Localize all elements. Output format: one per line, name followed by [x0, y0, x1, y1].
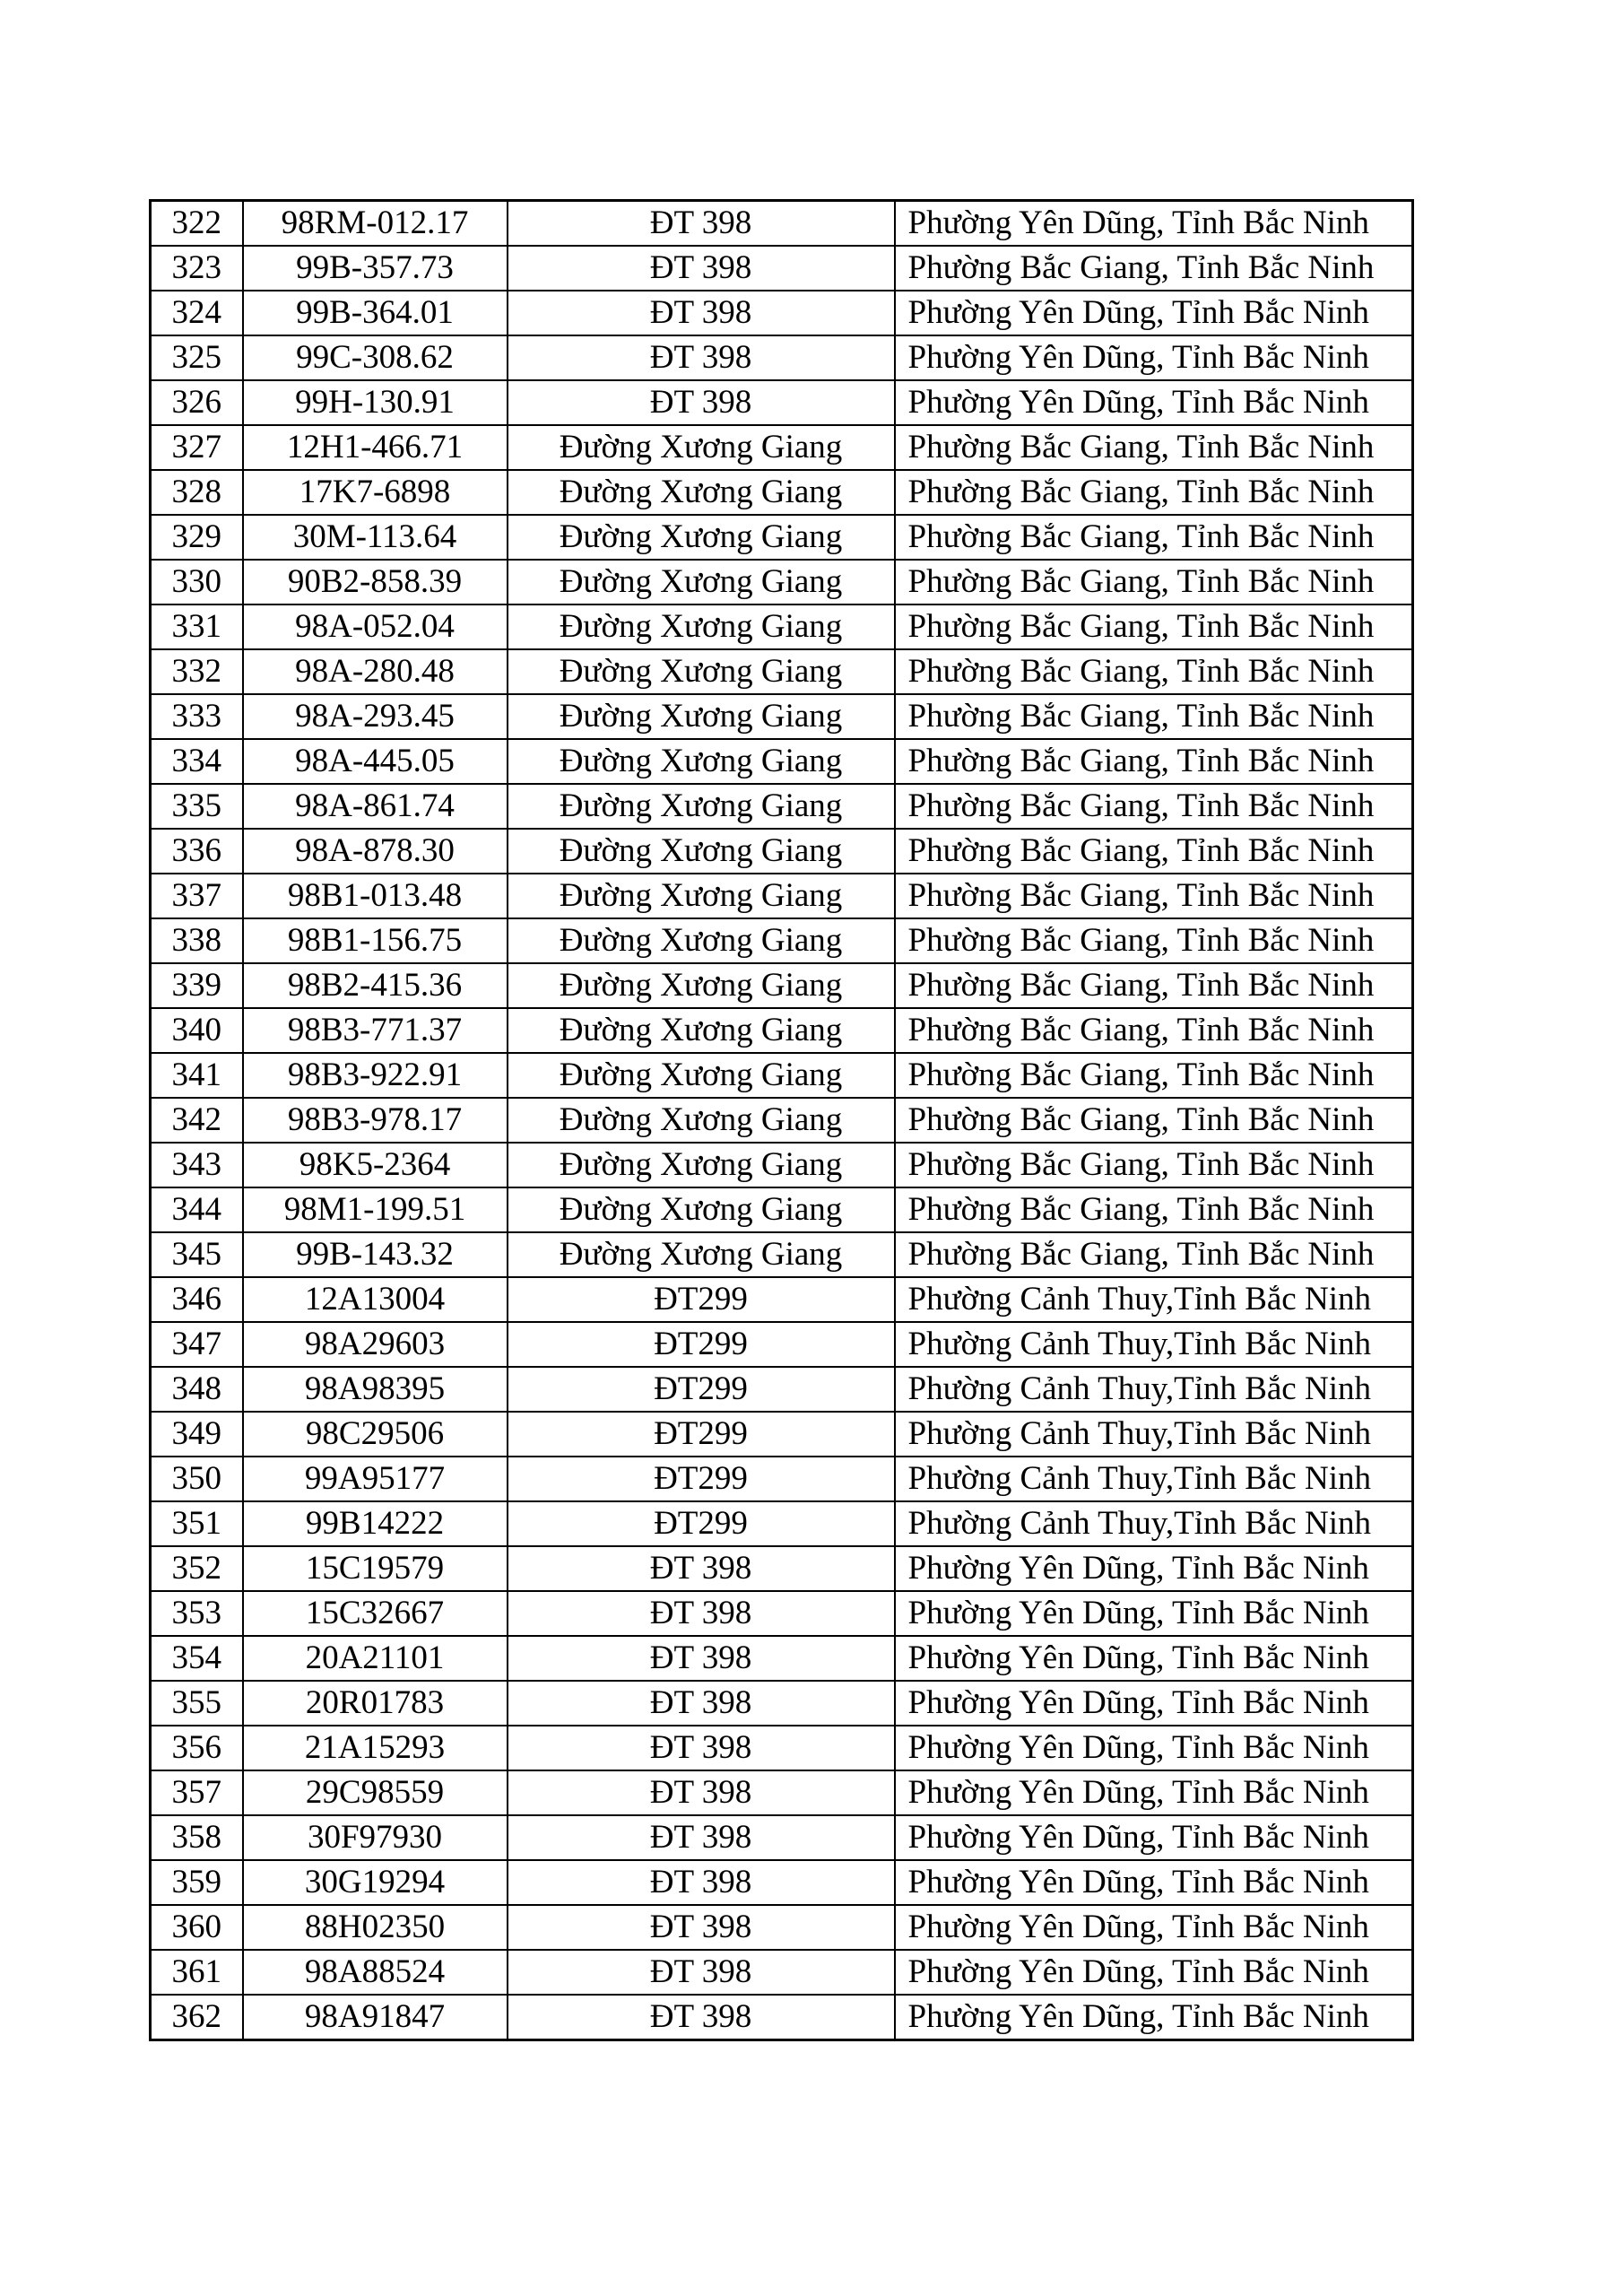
table-row: [151, 1860, 1413, 1905]
row-number-cell: 326: [151, 380, 243, 425]
license-plate-cell: 98A-445.05: [243, 739, 508, 784]
road-cell: ĐT 398: [508, 1591, 895, 1636]
row-number-cell: 359: [151, 1860, 243, 1905]
road-cell: Đường Xương Giang: [508, 874, 895, 918]
row-number-cell: 343: [151, 1143, 243, 1187]
row-number-cell: 328: [151, 470, 243, 515]
row-number-cell: 355: [151, 1681, 243, 1726]
road-cell: Đường Xương Giang: [508, 1008, 895, 1053]
row-number-cell: 335: [151, 784, 243, 829]
table-row: [151, 1501, 1413, 1546]
row-number-cell: 336: [151, 829, 243, 874]
table-row: [151, 784, 1413, 829]
road-cell: Đường Xương Giang: [508, 425, 895, 470]
license-plate-cell: 99B-357.73: [243, 246, 508, 291]
license-plate-cell: 98A98395: [243, 1367, 508, 1412]
row-number-cell: 341: [151, 1053, 243, 1098]
road-cell: ĐT 398: [508, 1950, 895, 1995]
table-row: [151, 1770, 1413, 1815]
road-cell: Đường Xương Giang: [508, 1053, 895, 1098]
table-row: [151, 1995, 1413, 2040]
road-cell: Đường Xương Giang: [508, 1187, 895, 1232]
table-row: [151, 1546, 1413, 1591]
table-row: [151, 874, 1413, 918]
row-number-cell: 346: [151, 1277, 243, 1322]
row-number-cell: 338: [151, 918, 243, 963]
ward-province-cell: Phường Yên Dũng, Tỉnh Bắc Ninh: [895, 1546, 1413, 1591]
license-plate-cell: 20A21101: [243, 1636, 508, 1681]
ward-province-cell: Phường Yên Dũng, Tỉnh Bắc Ninh: [895, 201, 1413, 247]
license-plate-cell: 12A13004: [243, 1277, 508, 1322]
license-plate-cell: 15C32667: [243, 1591, 508, 1636]
road-cell: ĐT 398: [508, 1546, 895, 1591]
road-cell: ĐT 398: [508, 246, 895, 291]
table-row: [151, 963, 1413, 1008]
license-plate-cell: 90B2-858.39: [243, 560, 508, 604]
road-cell: ĐT 398: [508, 1636, 895, 1681]
table-row: [151, 1008, 1413, 1053]
row-number-cell: 345: [151, 1232, 243, 1277]
license-plate-cell: 98B3-771.37: [243, 1008, 508, 1053]
table-row: [151, 1277, 1413, 1322]
row-number-cell: 348: [151, 1367, 243, 1412]
license-plate-cell: 98C29506: [243, 1412, 508, 1457]
ward-province-cell: Phường Yên Dũng, Tỉnh Bắc Ninh: [895, 1591, 1413, 1636]
row-number-cell: 332: [151, 649, 243, 694]
road-cell: Đường Xương Giang: [508, 1143, 895, 1187]
row-number-cell: 329: [151, 515, 243, 560]
ward-province-cell: Phường Yên Dũng, Tỉnh Bắc Ninh: [895, 335, 1413, 380]
table-row: [151, 1187, 1413, 1232]
row-number-cell: 350: [151, 1457, 243, 1501]
row-number-cell: 356: [151, 1726, 243, 1770]
road-cell: Đường Xương Giang: [508, 963, 895, 1008]
row-number-cell: 354: [151, 1636, 243, 1681]
table-row: [151, 1143, 1413, 1187]
license-plate-cell: 99B14222: [243, 1501, 508, 1546]
table-row: [151, 1412, 1413, 1457]
table-row: [151, 1681, 1413, 1726]
table-row: [151, 201, 1413, 247]
license-plate-cell: 30F97930: [243, 1815, 508, 1860]
table-row: [151, 1232, 1413, 1277]
ward-province-cell: Phường Bắc Giang, Tỉnh Bắc Ninh: [895, 874, 1413, 918]
license-plate-cell: 30G19294: [243, 1860, 508, 1905]
row-number-cell: 324: [151, 291, 243, 335]
road-cell: ĐT 398: [508, 1770, 895, 1815]
license-plate-cell: 98B3-922.91: [243, 1053, 508, 1098]
road-cell: Đường Xương Giang: [508, 470, 895, 515]
document-page: [149, 199, 1414, 2041]
license-plate-cell: 15C19579: [243, 1546, 508, 1591]
row-number-cell: 330: [151, 560, 243, 604]
road-cell: Đường Xương Giang: [508, 515, 895, 560]
table-row: [151, 1053, 1413, 1098]
ward-province-cell: Phường Bắc Giang, Tỉnh Bắc Ninh: [895, 604, 1413, 649]
ward-province-cell: Phường Cảnh Thuy,Tỉnh Bắc Ninh: [895, 1501, 1413, 1546]
license-plate-cell: 98A88524: [243, 1950, 508, 1995]
ward-province-cell: Phường Bắc Giang, Tỉnh Bắc Ninh: [895, 918, 1413, 963]
ward-province-cell: Phường Bắc Giang, Tỉnh Bắc Ninh: [895, 1008, 1413, 1053]
license-plate-cell: 99C-308.62: [243, 335, 508, 380]
ward-province-cell: Phường Bắc Giang, Tỉnh Bắc Ninh: [895, 560, 1413, 604]
license-plate-cell: 98A29603: [243, 1322, 508, 1367]
license-plate-cell: 30M-113.64: [243, 515, 508, 560]
table-row: [151, 739, 1413, 784]
license-plate-cell: 98B1-013.48: [243, 874, 508, 918]
row-number-cell: 344: [151, 1187, 243, 1232]
row-number-cell: 361: [151, 1950, 243, 1995]
road-cell: ĐT299: [508, 1322, 895, 1367]
license-plate-cell: 88H02350: [243, 1905, 508, 1950]
row-number-cell: 334: [151, 739, 243, 784]
ward-province-cell: Phường Bắc Giang, Tỉnh Bắc Ninh: [895, 515, 1413, 560]
table-row: [151, 1457, 1413, 1501]
ward-province-cell: Phường Yên Dũng, Tỉnh Bắc Ninh: [895, 1636, 1413, 1681]
ward-province-cell: Phường Yên Dũng, Tỉnh Bắc Ninh: [895, 1905, 1413, 1950]
row-number-cell: 327: [151, 425, 243, 470]
table-row: [151, 1098, 1413, 1143]
license-plate-cell: 21A15293: [243, 1726, 508, 1770]
license-plate-cell: 98RM-012.17: [243, 201, 508, 247]
table-row: [151, 1815, 1413, 1860]
road-cell: ĐT 398: [508, 1815, 895, 1860]
row-number-cell: 347: [151, 1322, 243, 1367]
table-row: [151, 1726, 1413, 1770]
ward-province-cell: Phường Cảnh Thuy,Tỉnh Bắc Ninh: [895, 1277, 1413, 1322]
table-body: [151, 201, 1413, 2040]
ward-province-cell: Phường Cảnh Thuy,Tỉnh Bắc Ninh: [895, 1412, 1413, 1457]
license-plate-cell: 99B-364.01: [243, 291, 508, 335]
table-row: [151, 515, 1413, 560]
ward-province-cell: Phường Yên Dũng, Tỉnh Bắc Ninh: [895, 1726, 1413, 1770]
row-number-cell: 322: [151, 201, 243, 247]
table-row: [151, 380, 1413, 425]
license-plate-cell: 99A95177: [243, 1457, 508, 1501]
row-number-cell: 362: [151, 1995, 243, 2040]
license-plate-cell: 98K5-2364: [243, 1143, 508, 1187]
ward-province-cell: Phường Bắc Giang, Tỉnh Bắc Ninh: [895, 1098, 1413, 1143]
ward-province-cell: Phường Bắc Giang, Tỉnh Bắc Ninh: [895, 784, 1413, 829]
road-cell: ĐT 398: [508, 201, 895, 247]
road-cell: ĐT 398: [508, 1860, 895, 1905]
road-cell: ĐT299: [508, 1277, 895, 1322]
row-number-cell: 340: [151, 1008, 243, 1053]
road-cell: ĐT299: [508, 1367, 895, 1412]
table-row: [151, 604, 1413, 649]
row-number-cell: 323: [151, 246, 243, 291]
row-number-cell: 357: [151, 1770, 243, 1815]
ward-province-cell: Phường Cảnh Thuy,Tỉnh Bắc Ninh: [895, 1322, 1413, 1367]
license-plate-cell: 98A-293.45: [243, 694, 508, 739]
table-row: [151, 246, 1413, 291]
road-cell: Đường Xương Giang: [508, 604, 895, 649]
license-plate-cell: 99H-130.91: [243, 380, 508, 425]
road-cell: ĐT 398: [508, 1726, 895, 1770]
ward-province-cell: Phường Bắc Giang, Tỉnh Bắc Ninh: [895, 1143, 1413, 1187]
row-number-cell: 351: [151, 1501, 243, 1546]
ward-province-cell: Phường Bắc Giang, Tỉnh Bắc Ninh: [895, 1053, 1413, 1098]
row-number-cell: 342: [151, 1098, 243, 1143]
road-cell: Đường Xương Giang: [508, 560, 895, 604]
table-row: [151, 560, 1413, 604]
ward-province-cell: Phường Yên Dũng, Tỉnh Bắc Ninh: [895, 1950, 1413, 1995]
table-row: [151, 1905, 1413, 1950]
license-plate-cell: 98A-878.30: [243, 829, 508, 874]
table-row: [151, 425, 1413, 470]
ward-province-cell: Phường Yên Dũng, Tỉnh Bắc Ninh: [895, 1681, 1413, 1726]
road-cell: ĐT 398: [508, 1905, 895, 1950]
ward-province-cell: Phường Bắc Giang, Tỉnh Bắc Ninh: [895, 1232, 1413, 1277]
table-row: [151, 291, 1413, 335]
license-plate-cell: 98B3-978.17: [243, 1098, 508, 1143]
license-plate-cell: 98M1-199.51: [243, 1187, 508, 1232]
license-plate-cell: 98A91847: [243, 1995, 508, 2040]
ward-province-cell: Phường Yên Dũng, Tỉnh Bắc Ninh: [895, 291, 1413, 335]
row-number-cell: 337: [151, 874, 243, 918]
table-row: [151, 918, 1413, 963]
table-row: [151, 1367, 1413, 1412]
ward-province-cell: Phường Bắc Giang, Tỉnh Bắc Ninh: [895, 829, 1413, 874]
row-number-cell: 339: [151, 963, 243, 1008]
ward-province-cell: Phường Bắc Giang, Tỉnh Bắc Ninh: [895, 1187, 1413, 1232]
road-cell: ĐT299: [508, 1457, 895, 1501]
row-number-cell: 331: [151, 604, 243, 649]
license-plate-cell: 98B1-156.75: [243, 918, 508, 963]
license-plate-cell: 99B-143.32: [243, 1232, 508, 1277]
road-cell: ĐT 398: [508, 291, 895, 335]
ward-province-cell: Phường Yên Dũng, Tỉnh Bắc Ninh: [895, 1815, 1413, 1860]
road-cell: ĐT 398: [508, 380, 895, 425]
ward-province-cell: Phường Bắc Giang, Tỉnh Bắc Ninh: [895, 649, 1413, 694]
license-plate-cell: 98A-280.48: [243, 649, 508, 694]
row-number-cell: 360: [151, 1905, 243, 1950]
ward-province-cell: Phường Cảnh Thuy,Tỉnh Bắc Ninh: [895, 1367, 1413, 1412]
violation-table: [149, 199, 1414, 2041]
table-row: [151, 829, 1413, 874]
table-row: [151, 694, 1413, 739]
road-cell: Đường Xương Giang: [508, 739, 895, 784]
row-number-cell: 352: [151, 1546, 243, 1591]
road-cell: Đường Xương Giang: [508, 694, 895, 739]
license-plate-cell: 98B2-415.36: [243, 963, 508, 1008]
road-cell: Đường Xương Giang: [508, 918, 895, 963]
row-number-cell: 358: [151, 1815, 243, 1860]
road-cell: ĐT 398: [508, 1681, 895, 1726]
table-row: [151, 470, 1413, 515]
ward-province-cell: Phường Bắc Giang, Tỉnh Bắc Ninh: [895, 694, 1413, 739]
road-cell: Đường Xương Giang: [508, 1232, 895, 1277]
road-cell: Đường Xương Giang: [508, 1098, 895, 1143]
ward-province-cell: Phường Yên Dũng, Tỉnh Bắc Ninh: [895, 1860, 1413, 1905]
table-row: [151, 1950, 1413, 1995]
table-row: [151, 335, 1413, 380]
road-cell: ĐT 398: [508, 335, 895, 380]
ward-province-cell: Phường Bắc Giang, Tỉnh Bắc Ninh: [895, 246, 1413, 291]
road-cell: Đường Xương Giang: [508, 784, 895, 829]
row-number-cell: 349: [151, 1412, 243, 1457]
ward-province-cell: Phường Yên Dũng, Tỉnh Bắc Ninh: [895, 1770, 1413, 1815]
table-row: [151, 1591, 1413, 1636]
road-cell: ĐT299: [508, 1412, 895, 1457]
table-row: [151, 649, 1413, 694]
ward-province-cell: Phường Bắc Giang, Tỉnh Bắc Ninh: [895, 963, 1413, 1008]
ward-province-cell: Phường Bắc Giang, Tỉnh Bắc Ninh: [895, 739, 1413, 784]
license-plate-cell: 98A-052.04: [243, 604, 508, 649]
row-number-cell: 353: [151, 1591, 243, 1636]
ward-province-cell: Phường Yên Dũng, Tỉnh Bắc Ninh: [895, 380, 1413, 425]
table-row: [151, 1322, 1413, 1367]
row-number-cell: 333: [151, 694, 243, 739]
license-plate-cell: 98A-861.74: [243, 784, 508, 829]
license-plate-cell: 20R01783: [243, 1681, 508, 1726]
ward-province-cell: Phường Bắc Giang, Tỉnh Bắc Ninh: [895, 425, 1413, 470]
license-plate-cell: 17K7-6898: [243, 470, 508, 515]
road-cell: Đường Xương Giang: [508, 829, 895, 874]
road-cell: ĐT 398: [508, 1995, 895, 2040]
ward-province-cell: Phường Cảnh Thuy,Tỉnh Bắc Ninh: [895, 1457, 1413, 1501]
license-plate-cell: 12H1-466.71: [243, 425, 508, 470]
road-cell: Đường Xương Giang: [508, 649, 895, 694]
road-cell: ĐT299: [508, 1501, 895, 1546]
row-number-cell: 325: [151, 335, 243, 380]
table-row: [151, 1636, 1413, 1681]
license-plate-cell: 29C98559: [243, 1770, 508, 1815]
ward-province-cell: Phường Yên Dũng, Tỉnh Bắc Ninh: [895, 1995, 1413, 2040]
ward-province-cell: Phường Bắc Giang, Tỉnh Bắc Ninh: [895, 470, 1413, 515]
